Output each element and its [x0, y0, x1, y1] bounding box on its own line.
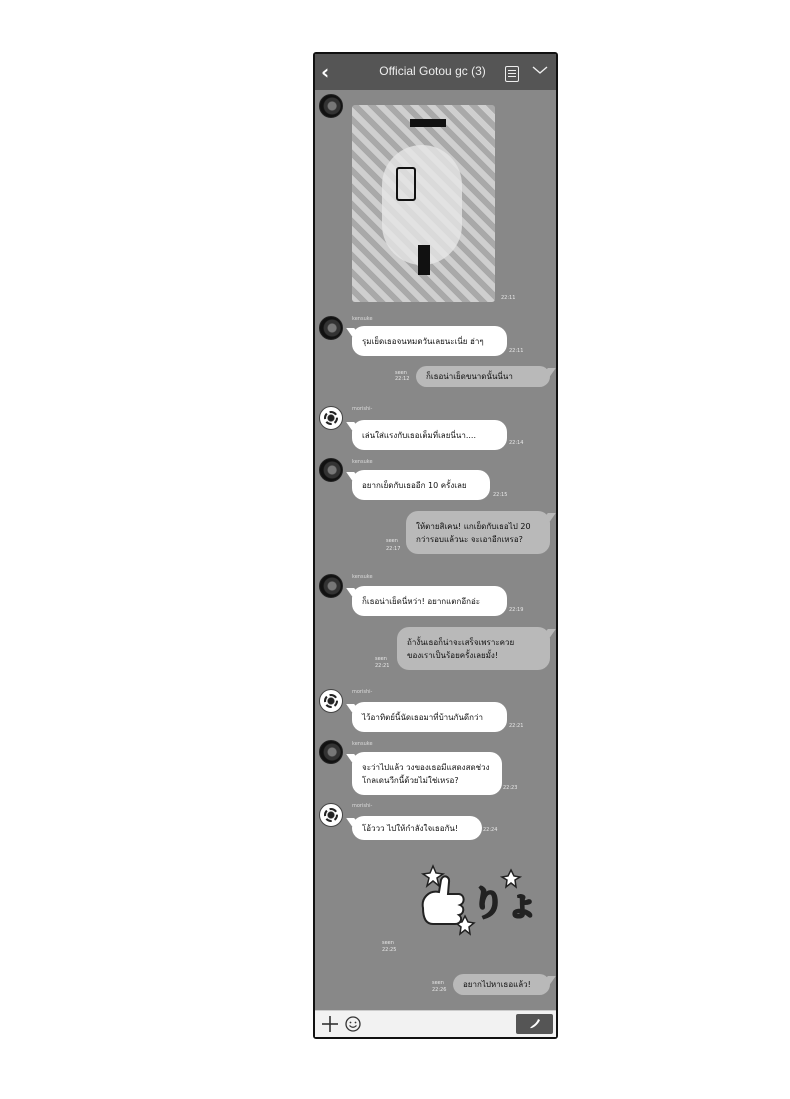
- seen-status: seen: [386, 538, 398, 544]
- seen-status: seen: [432, 980, 444, 986]
- chat-window: [313, 52, 558, 1039]
- phone-icon: [516, 1014, 553, 1034]
- chevron-down-icon[interactable]: [531, 63, 549, 77]
- message-bubble[interactable]: ให้ตายสิเคน! แกเย็ดกับเธอไป 20 กว่ารอบแล้วนะ จะเอาอีกเหรอ?: [406, 511, 550, 554]
- seen-status: seen: [382, 940, 394, 946]
- note-icon[interactable]: [505, 66, 519, 82]
- message-bubble[interactable]: ถ้างั้นเธอก็น่าจะเสร็จเพราะควย ของเราเป็นร้อยครั้งเลยมั้ง!: [397, 627, 550, 670]
- message-time: 22:24: [483, 827, 498, 833]
- message-list: [315, 90, 556, 1010]
- sender-name: kensuke: [352, 574, 373, 580]
- message-time: 22:11: [501, 295, 516, 301]
- message-time: 22:12: [395, 376, 410, 382]
- message-bubble[interactable]: จะว่าไปแล้ว วงของเธอมีแสดงสดช่วง โกลเดนวีกนี้ด้วยไม่ใช่เหรอ?: [352, 752, 502, 795]
- message-time: 22:21: [375, 663, 390, 669]
- sender-name: morishi-: [352, 803, 373, 809]
- chevron-left-icon: ‹: [321, 60, 330, 84]
- avatar[interactable]: [319, 316, 343, 340]
- message-bubble[interactable]: เล่นใส่แรงกับเธอเต็มที่เลยนี่นา....: [352, 420, 507, 450]
- message-bubble[interactable]: ก็เธอน่าเย็ดนี่หว่า! อยากแตกอีกอ่ะ: [352, 586, 507, 616]
- message-time: 22:19: [509, 607, 524, 613]
- avatar[interactable]: [319, 689, 343, 713]
- call-button[interactable]: [516, 1014, 553, 1034]
- thumbs-up-sticker[interactable]: [415, 860, 539, 940]
- message-bubble[interactable]: ไว้อาทิตย์นี้นัดเธอมาที่บ้านกันดีกว่า: [352, 702, 507, 732]
- message-time: 22:11: [509, 348, 524, 354]
- chat-title: Official Gotou gc (3): [379, 64, 486, 78]
- message-bubble[interactable]: รุมเย็ดเธอจนหมดวันเลยนะเนี่ย ฮ่าๆ: [352, 326, 507, 356]
- seen-status: seen: [375, 656, 387, 662]
- chat-header: [315, 54, 556, 90]
- plus-icon[interactable]: [321, 1015, 339, 1033]
- message-bubble[interactable]: โอ้ววว ไปให้กำลังใจเธอกัน!: [352, 816, 482, 840]
- message-time: 22:17: [386, 546, 401, 552]
- message-time: 22:21: [509, 723, 524, 729]
- sticker-text: りょ: [471, 884, 539, 924]
- sender-name: kensuke: [352, 316, 373, 322]
- sender-name: morishi-: [352, 406, 373, 412]
- photo-message[interactable]: [352, 105, 495, 302]
- sender-name: kensuke: [352, 459, 373, 465]
- message-time: 22:15: [493, 492, 508, 498]
- avatar[interactable]: [319, 406, 343, 430]
- avatar[interactable]: [319, 803, 343, 827]
- message-time: 22:26: [432, 987, 447, 993]
- avatar[interactable]: [319, 458, 343, 482]
- sender-name: kensuke: [352, 741, 373, 747]
- smile-icon[interactable]: [345, 1016, 361, 1032]
- message-time: 22:23: [503, 785, 518, 791]
- avatar[interactable]: [319, 94, 343, 118]
- message-bubble[interactable]: อยากเย็ดกับเธออีก 10 ครั้งเลย: [352, 470, 490, 500]
- message-time: 22:25: [382, 947, 397, 953]
- message-time: 22:14: [509, 440, 524, 446]
- message-bubble[interactable]: อยากไปหาเธอแล้ว!: [453, 974, 550, 995]
- seen-status: seen: [395, 370, 407, 376]
- sender-name: morishi-: [352, 689, 373, 695]
- input-bar: [315, 1010, 556, 1037]
- avatar[interactable]: [319, 574, 343, 598]
- avatar[interactable]: [319, 740, 343, 764]
- message-bubble[interactable]: ก็เธอน่าเย็ดขนาดนั้นนี่นา: [416, 366, 550, 387]
